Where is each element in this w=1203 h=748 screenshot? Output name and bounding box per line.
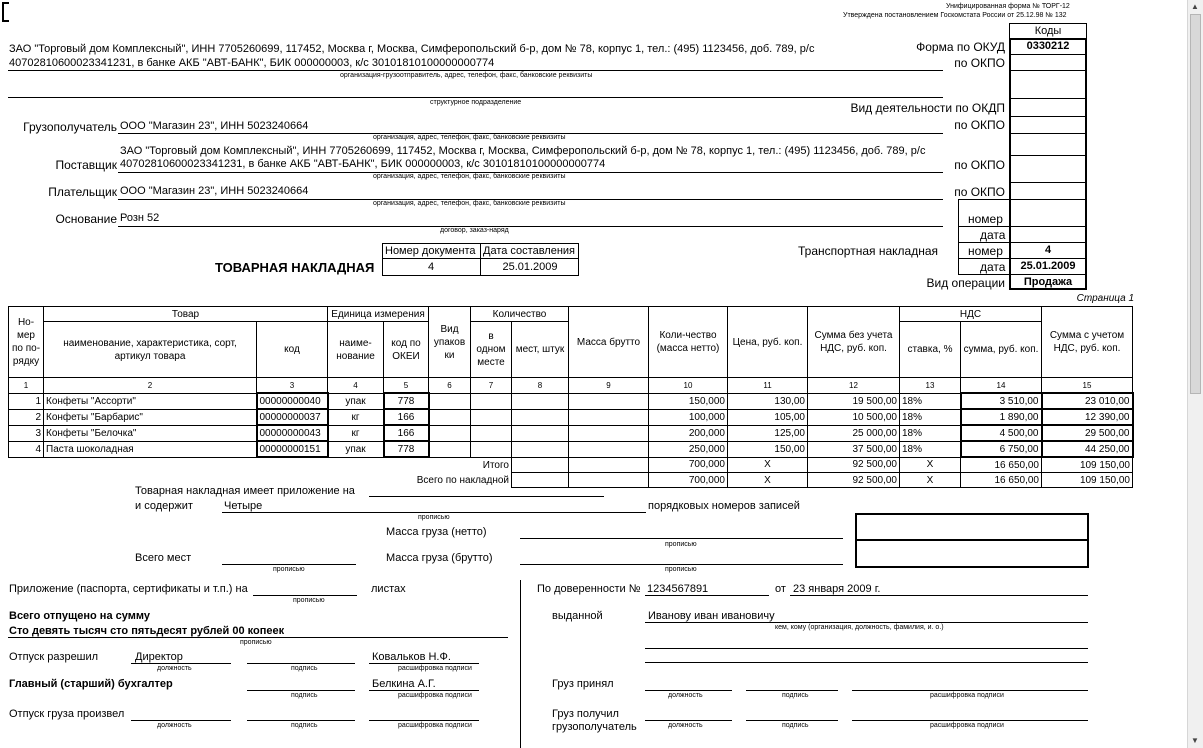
h-total: Сумма с учетом НДС, руб. коп. bbox=[1049, 330, 1125, 354]
okpo-label-1: по ОКПО bbox=[954, 56, 1005, 70]
supplier-line1: ЗАО "Торговый дом Комплексный", ИНН 7705260699, 117452, Москва г, Москва, Симферопольский б-р, дом № 78, корпус 1, тел.: (495) 1123456, доб. 789, р/с bbox=[120, 145, 926, 157]
h-no: Но-мер по по-рядку bbox=[11, 317, 41, 367]
transport-number: 4 bbox=[1044, 244, 1052, 256]
records-label: порядковых номеров записей bbox=[648, 500, 800, 512]
signature-caption-4: подпись bbox=[782, 692, 809, 699]
attach-label2: и содержит bbox=[135, 500, 193, 512]
records-count: Четыре bbox=[224, 500, 263, 512]
payer-caption: организация, адрес, телефон, факс, банковские реквизиты bbox=[373, 200, 566, 207]
shipper-line2: 40702810600023341231, в банке АКБ "АВТ-БАНК", БИК 000000003, к/с 30101810100000000774 bbox=[9, 57, 495, 69]
propis-5: прописью bbox=[293, 597, 325, 604]
release-allowed-label: Отпуск разрешил bbox=[9, 651, 99, 663]
payer-value: ООО "Магазин 23", ИНН 5023240664 bbox=[120, 185, 309, 197]
table-row: 1 Конфеты "Ассорти" 00000000040 упак 778 150,000 130,00 19 500,00 18% 3 510,00 23 010,00 bbox=[9, 393, 1133, 409]
operation-value: Продажа bbox=[1023, 276, 1073, 288]
position-caption-4: должность bbox=[668, 692, 703, 699]
sheets-label: листах bbox=[371, 583, 406, 595]
h-code: код bbox=[284, 344, 300, 355]
doc-date-header: Дата составления bbox=[483, 245, 575, 257]
decoding-caption-4: расшифровка подписи bbox=[930, 692, 1004, 699]
scroll-thumb[interactable] bbox=[1190, 14, 1201, 394]
accountant-name: Белкина А.Г. bbox=[372, 678, 436, 690]
decoding-caption-5: расшифровка подписи bbox=[930, 722, 1004, 729]
release-done-label: Отпуск груза произвел bbox=[9, 708, 125, 720]
position-caption-5: должность bbox=[668, 722, 703, 729]
okpo-label-4: по ОКПО bbox=[954, 185, 1005, 199]
propis-1: прописью bbox=[418, 514, 450, 521]
h-vat: НДС bbox=[959, 308, 982, 320]
supplier-label: Поставщик bbox=[55, 158, 117, 172]
h-gross: Масса брутто bbox=[576, 336, 641, 348]
doc-number: 4 bbox=[427, 261, 435, 273]
h-qty: Количество bbox=[492, 308, 547, 320]
h-in-one: в одном месте bbox=[476, 331, 506, 368]
signature-caption-1: подпись bbox=[291, 665, 318, 672]
basis-value: Розн 52 bbox=[120, 212, 160, 224]
okpo-label-2: по ОКПО bbox=[954, 118, 1005, 132]
propis-4: прописью bbox=[665, 566, 697, 573]
decoding-caption-1: расшифровка подписи bbox=[398, 665, 472, 672]
grand-total-row: Всего по накладной 700,000 X 92 500,00 X 16 650,00 109 150,00 bbox=[9, 473, 1133, 488]
subdivision-caption: структурное подразделение bbox=[430, 99, 522, 106]
director-name: Ковальков Н.Ф. bbox=[372, 651, 451, 663]
transport-date-label: дата bbox=[980, 260, 1006, 274]
signature-caption-3: подпись bbox=[291, 722, 318, 729]
issued-caption: кем, кому (организация, должность, фамилия, и. о.) bbox=[775, 624, 944, 631]
h-unit: Единица измерения bbox=[331, 308, 425, 320]
propis-2: прописью bbox=[665, 541, 697, 548]
places-total-label: Всего мест bbox=[135, 552, 192, 564]
codes-title: Коды bbox=[1009, 23, 1087, 39]
supplier-caption: организация, адрес, телефон, факс, банковские реквизиты bbox=[373, 173, 566, 180]
signature-caption-2: подпись bbox=[291, 692, 318, 699]
mass-gross-label: Масса груза (брутто) bbox=[386, 552, 493, 564]
transport-date: 25.01.2009 bbox=[1020, 260, 1076, 272]
issued-label: выданной bbox=[552, 610, 603, 622]
h-rate: ставка, % bbox=[907, 344, 953, 355]
shipper-caption: организация-грузоотправитель, адрес, телефон, факс, банковские реквизиты bbox=[340, 72, 593, 79]
issued-to: Иванову иван ивановичу bbox=[648, 610, 775, 622]
propis-3: прописью bbox=[273, 566, 305, 573]
h-price: Цена, руб. коп. bbox=[732, 336, 803, 348]
scroll-down-icon[interactable]: ▼ bbox=[1191, 736, 1199, 745]
goods-table bbox=[8, 306, 1134, 488]
transport-label: Транспортная накладная bbox=[797, 244, 938, 258]
accountant-label: Главный (старший) бухгалтер bbox=[9, 678, 173, 690]
basis-date-label: дата bbox=[980, 228, 1006, 242]
basis-caption: договор, заказ-наряд bbox=[440, 227, 509, 234]
supplier-line2: 40702810600023341231, в банке АКБ "АВТ-БАНК", БИК 000000003, к/с 30101810100000000774 bbox=[120, 158, 606, 170]
consignee-caption: организация, адрес, телефон, факс, банковские реквизиты bbox=[373, 134, 566, 141]
doc-date: 25.01.2009 bbox=[502, 261, 558, 273]
cargo-accepted-label: Груз принял bbox=[552, 678, 614, 690]
table-row: 4 Паста шоколадная 00000000151 упак 778 250,000 150,00 37 500,00 18% 6 750,00 44 250,00 bbox=[9, 441, 1133, 457]
proxy-date: 23 января 2009 г. bbox=[793, 583, 881, 595]
document-title: ТОВАРНАЯ НАКЛАДНАЯ bbox=[215, 260, 375, 275]
operation-label: Вид операции bbox=[926, 276, 1005, 290]
okud-label: Форма по ОКУД bbox=[916, 40, 1005, 54]
scroll-up-icon[interactable]: ▲ bbox=[1191, 2, 1199, 11]
shipper-line1: ЗАО "Торговый дом Комплексный", ИНН 7705260699, 117452, Москва г, Москва, Симферопольский б-р, дом № 78, корпус 1, тел.: (495) 1123456, доб. 789, р/с bbox=[9, 43, 815, 55]
appendix-label: Приложение (паспорта, сертификаты и т.п.) на bbox=[9, 583, 248, 595]
consignee-value: ООО "Магазин 23", ИНН 5023240664 bbox=[120, 120, 309, 132]
doc-num-header: Номер документа bbox=[385, 245, 476, 257]
signature-caption-5: подпись bbox=[782, 722, 809, 729]
page-number: Страница 1 bbox=[1076, 293, 1134, 304]
okdp-label: Вид деятельности по ОКДП bbox=[850, 101, 1005, 115]
propis-6: прописью bbox=[240, 639, 272, 646]
table-row: 3 Конфеты "Белочка" 00000000043 кг 166 200,000 125,00 25 000,00 18% 4 500,00 29 500,00 bbox=[9, 425, 1133, 441]
consignee-label: Грузополучатель bbox=[23, 120, 117, 134]
h-okei: код по ОКЕИ bbox=[391, 337, 421, 362]
h-name: наименование, характеристика, сорт, артикул товара bbox=[63, 337, 237, 362]
basis-label: Основание bbox=[55, 212, 117, 226]
proxy-number: 1234567891 bbox=[647, 583, 709, 595]
director-position: Директор bbox=[135, 651, 183, 663]
okpo-label-3: по ОКПО bbox=[954, 158, 1005, 172]
proxy-label: По доверенности № bbox=[537, 583, 641, 595]
position-caption-1: должность bbox=[157, 665, 192, 672]
attach-label1: Товарная накладная имеет приложение на bbox=[135, 485, 355, 497]
h-net: Коли-чество (масса нетто) bbox=[656, 330, 720, 354]
vertical-scrollbar[interactable] bbox=[1187, 0, 1203, 748]
cargo-received-label: Груз получил грузополучатель bbox=[552, 708, 637, 733]
table-row: 2 Конфеты "Барбарис" 00000000037 кг 166 100,000 105,00 10 500,00 18% 1 890,00 12 390,00 bbox=[9, 409, 1133, 425]
released-sum: Сто девять тысяч сто пятьдесят рублей 00 копеек bbox=[9, 625, 285, 637]
h-sum-no-vat: Сумма без учета НДС, руб. коп. bbox=[814, 330, 893, 354]
mass-net-label: Масса груза (нетто) bbox=[386, 526, 487, 538]
text-cursor bbox=[2, 2, 9, 22]
approved-note: Утверждена постановлением Госкомстата России от 25.12.98 № 132 bbox=[843, 12, 1067, 19]
proxy-from-label: от bbox=[775, 583, 786, 595]
h-goods: Товар bbox=[171, 308, 200, 320]
h-places: мест, штук bbox=[515, 344, 565, 355]
h-unit-name: наиме-нование bbox=[336, 337, 375, 362]
h-vat-sum: сумма, руб. коп. bbox=[963, 344, 1039, 355]
column-numbers-row: 1 2 3 4 5 6 7 8 9 10 11 12 13 14 15 bbox=[9, 378, 1133, 394]
itogo-row: Итого 700,000 X 92 500,00 X 16 650,00 109 150,00 bbox=[9, 457, 1133, 473]
decoding-caption-2: расшифровка подписи bbox=[398, 692, 472, 699]
payer-label: Плательщик bbox=[48, 185, 117, 199]
released-sum-label: Всего отпущено на сумму bbox=[9, 610, 150, 622]
basis-number-label: номер bbox=[968, 212, 1003, 226]
form-title: Унифицированная форма № ТОРГ-12 bbox=[946, 3, 1070, 10]
decoding-caption-3: расшифровка подписи bbox=[398, 722, 472, 729]
transport-number-label: номер bbox=[968, 244, 1003, 258]
h-pack: Вид упаков ки bbox=[433, 323, 466, 361]
position-caption-3: должность bbox=[157, 722, 192, 729]
okud-code: 0330212 bbox=[1026, 40, 1070, 52]
